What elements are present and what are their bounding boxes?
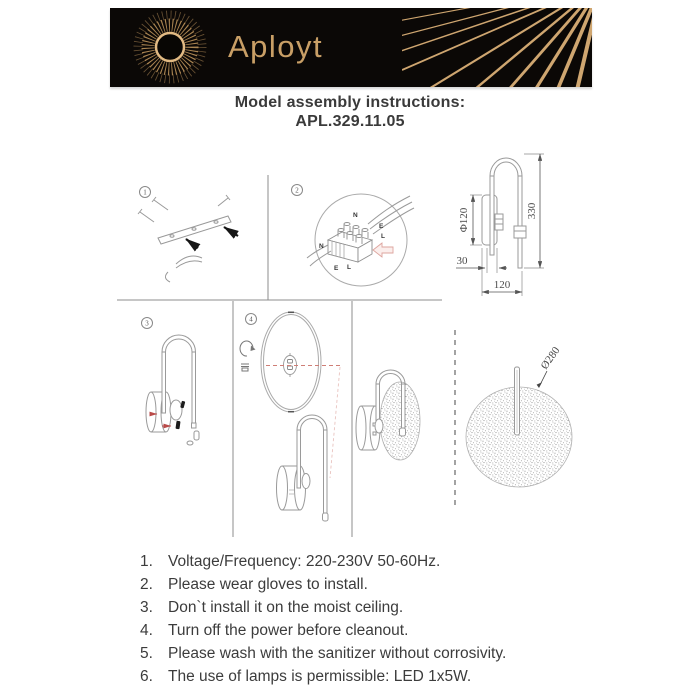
corner-rays-icon <box>402 8 592 87</box>
alignment-guide-line <box>330 367 340 478</box>
extension-lines <box>470 154 544 296</box>
block-label-n: N <box>319 243 324 250</box>
step-1-number: 1 <box>143 188 147 197</box>
dim-plate-diameter: Φ120 <box>458 207 470 233</box>
mounting-bracket <box>138 195 231 282</box>
step-4-badge <box>246 314 257 325</box>
step-2-number: 2 <box>295 186 299 195</box>
assembly-diagram <box>110 140 595 545</box>
wire-label-e: E <box>379 223 384 230</box>
step-4-panel <box>240 312 340 521</box>
item-text: Voltage/Frequency: 220-230V 50-60Hz. <box>168 553 441 570</box>
wire-label-n: N <box>353 212 358 219</box>
dimension-drawing <box>456 154 544 296</box>
block-label-l: L <box>347 264 351 271</box>
step-4-number: 4 <box>249 315 253 324</box>
step-1-panel <box>138 187 238 283</box>
screw-part <box>175 421 180 429</box>
item-number: 6. <box>140 668 153 685</box>
block-label-e: E <box>334 265 339 272</box>
item-text: Please wash with the sanitizer without corrosivity. <box>168 645 507 662</box>
dim-shade-diameter: Ø280 <box>538 344 563 372</box>
item-number: 4. <box>140 622 153 639</box>
step-2-panel <box>292 185 415 287</box>
page-title <box>0 93 700 131</box>
terminal-block <box>328 223 372 263</box>
sunburst-logo-icon <box>112 8 216 87</box>
item-text: Turn off the power before cleanout. <box>168 622 409 639</box>
step-2-badge <box>292 185 303 196</box>
rotate-icon <box>240 341 255 371</box>
item-text: The use of lamps is permissible: LED 1x5W. <box>168 668 472 685</box>
step-3-panel <box>142 318 200 446</box>
brand-banner <box>110 8 592 87</box>
insert-arrow-icon <box>373 243 393 257</box>
model-code: APL.329.11.05 <box>295 113 405 130</box>
step-3-badge <box>142 318 153 329</box>
dim-depth: 30 <box>456 255 468 267</box>
brand-name: Aployt <box>228 29 324 64</box>
assembled-view <box>356 370 420 460</box>
item-number: 2. <box>140 576 153 593</box>
left-tube <box>490 176 494 255</box>
item-number: 5. <box>140 645 153 662</box>
right-tube <box>518 176 522 268</box>
shade-front-view <box>466 344 572 487</box>
lamp-body <box>277 415 329 521</box>
wire-label-l: L <box>381 233 385 240</box>
instruction-list <box>140 550 595 688</box>
step-3-number: 3 <box>145 319 149 328</box>
step-1-badge <box>140 187 151 198</box>
title-line: Model assembly instructions: <box>234 94 466 111</box>
list-item <box>140 596 595 619</box>
list-item <box>140 573 595 596</box>
item-number: 3. <box>140 599 153 616</box>
item-text: Please wear gloves to install. <box>168 576 368 593</box>
list-item <box>140 642 595 665</box>
dim-height: 330 <box>526 202 538 220</box>
list-item <box>140 550 595 573</box>
item-number: 1. <box>140 553 153 570</box>
dim-width: 120 <box>493 279 511 291</box>
list-item <box>140 619 595 642</box>
list-item <box>140 665 595 688</box>
item-text: Don`t install it on the moist ceiling. <box>168 599 404 616</box>
